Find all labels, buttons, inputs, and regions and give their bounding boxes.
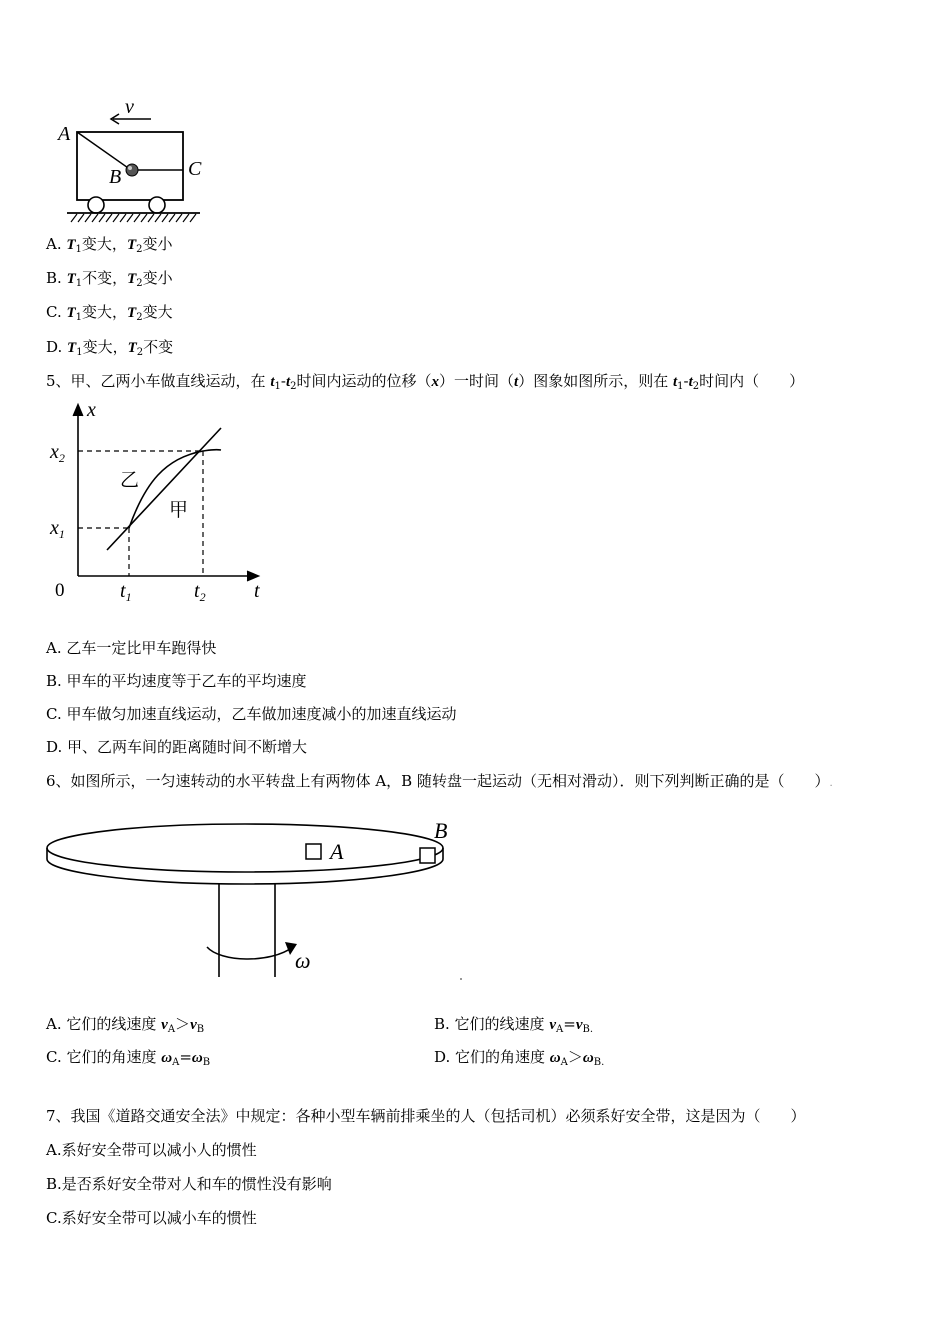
omega-label: ω — [295, 948, 311, 973]
q4-option-c: C. $T_1$变大，$T_2$变大 — [46, 303, 173, 323]
block-b — [420, 848, 435, 863]
q7-option-c: C.系好安全带可以减小车的惯性 — [46, 1209, 257, 1227]
origin-label: 0 — [55, 580, 65, 601]
point-a-label: A — [58, 123, 71, 145]
q7-option-a: A.系好安全带可以减小人的惯性 — [46, 1141, 257, 1159]
block-b-label: B — [434, 818, 448, 843]
point-b-label: B — [109, 166, 122, 188]
velocity-label: v — [125, 96, 134, 118]
q5-option-d: D. 甲、乙两车间的距离随时间不断增大 — [46, 738, 308, 756]
q5-stem: 5、甲、乙两小车做直线运动，在 $t_1-t_2$时间内运动的位移（x）一时间（t）图象如图所示，则在 $t_1-t_2$时间内（ ） — [46, 372, 805, 392]
q6-option-d: D. 它们的角速度 $\omega_A>\omega_{B.}$ — [434, 1048, 605, 1068]
block-a-label: A — [330, 839, 344, 864]
q5-option-c: C. 甲车做匀加速直线运动，乙车做加速度减小的加速直线运动 — [46, 705, 457, 723]
turntable-figure — [45, 812, 475, 987]
x1-label: $x_1$ — [50, 517, 65, 541]
x2-label: $x_2$ — [50, 441, 65, 465]
curve-yi-label: 乙 — [120, 469, 140, 491]
block-a — [306, 844, 321, 859]
cart-figure — [55, 95, 215, 225]
q6-option-c: C. 它们的角速度 $\omega_A=\omega_B$ — [46, 1048, 211, 1068]
q6-stem: 6、如图所示，一匀速转动的水平转盘上有两物体 A，B 随转盘一起运动（无相对滑动）．则下列判断正确的是（ ）. — [46, 772, 833, 790]
t1-label: $t_1$ — [120, 580, 132, 604]
q7-option-b: B.是否系好安全带对人和车的惯性没有影响 — [46, 1175, 332, 1193]
q4-option-a: A. $T_1$变大，$T_2$变小 — [46, 235, 173, 255]
xt-graph — [45, 398, 275, 608]
q4-option-b: B. $T_1$不变，$T_2$变小 — [46, 269, 173, 289]
q4-option-d: D. $T_1$变大，$T_2$不变 — [46, 338, 174, 358]
q6-option-a: A. 它们的线速度 $v_A>v_B$ — [46, 1015, 205, 1035]
x-axis-label: t — [254, 580, 260, 602]
t2-label: $t_2$ — [194, 580, 206, 604]
y-axis-label: x — [87, 399, 96, 421]
q5-option-a: A. 乙车一定比甲车跑得快 — [46, 639, 217, 657]
q7-stem: 7、我国《道路交通安全法》中规定：各种小型车辆前排乘坐的人（包括司机）必须系好安全带，这是因为（ ） — [46, 1107, 806, 1125]
point-c-label: C — [188, 158, 202, 180]
line-jia-label: 甲 — [169, 499, 189, 521]
q5-option-b: B. 甲车的平均速度等于乙车的平均速度 — [46, 672, 307, 690]
q6-option-b: B. 它们的线速度 $v_A=v_{B.}$ — [434, 1015, 594, 1035]
